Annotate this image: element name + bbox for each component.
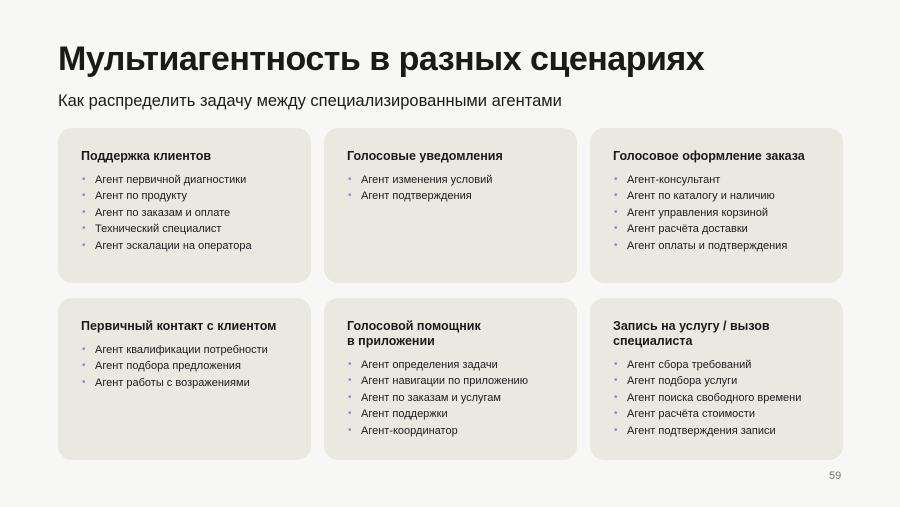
agent-list-item: • Агент расчёта доставки: [613, 221, 823, 237]
agent-list-item: • Агент квалификации потребности: [81, 342, 291, 358]
agent-list-item: • Технический специалист: [81, 221, 291, 237]
agent-list: [347, 172, 557, 205]
agent-list-item: • Агент работы с возражениями: [81, 375, 291, 391]
card-title: Голосовые уведомления: [347, 149, 503, 163]
agent-list-item: • Агент-координатор: [347, 423, 557, 439]
agent-list-item: • Агент подтверждения записи: [613, 423, 823, 439]
slide-subtitle: Как распределить задачу между специализированными агентами: [58, 92, 562, 110]
agent-list-item: • Агент расчёта стоимости: [613, 406, 823, 422]
agent-list: [81, 172, 291, 254]
card-title: Запись на услугу / вызов специалиста: [613, 319, 770, 348]
agent-list-item: • Агент навигации по приложению: [347, 373, 557, 389]
scenario-card: [590, 128, 843, 283]
agent-list-item: • Агент по каталогу и наличию: [613, 188, 823, 204]
agent-list: [81, 342, 291, 391]
agent-list: [347, 357, 557, 439]
agent-list-item: • Агент-консультант: [613, 172, 823, 188]
agent-list-item: • Агент оплаты и подтверждения: [613, 238, 823, 254]
agent-list: [613, 357, 823, 439]
card-title: Первичный контакт с клиентом: [81, 319, 277, 333]
card-title: Голосовой помощник в приложении: [347, 319, 481, 348]
agent-list-item: • Агент определения задачи: [347, 357, 557, 373]
agent-list-item: • Агент поиска свободного времени: [613, 390, 823, 406]
page-number: 59: [829, 470, 842, 482]
agent-list-item: • Агент эскалации на оператора: [81, 238, 291, 254]
agent-list-item: • Агент подбора предложения: [81, 358, 291, 374]
agent-list-item: • Агент первичной диагностики: [81, 172, 291, 188]
scenario-card: [58, 128, 311, 283]
agent-list-item: • Агент по заказам и оплате: [81, 205, 291, 221]
agent-list-item: • Агент подбора услуги: [613, 373, 823, 389]
scenario-card: [324, 298, 577, 460]
agent-list: [613, 172, 823, 254]
agent-list-item: • Агент по продукту: [81, 188, 291, 204]
agent-list-item: • Агент поддержки: [347, 406, 557, 422]
card-title: Голосовое оформление заказа: [613, 149, 805, 163]
scenario-card: [324, 128, 577, 283]
scenario-card: [58, 298, 311, 460]
agent-list-item: • Агент по заказам и услугам: [347, 390, 557, 406]
agent-list-item: • Агент управления корзиной: [613, 205, 823, 221]
slide-title: Мультиагентность в разных сценариях: [58, 40, 705, 78]
agent-list-item: • Агент сбора требований: [613, 357, 823, 373]
scenario-card: [590, 298, 843, 460]
scenario-grid: [58, 128, 843, 460]
agent-list-item: • Агент изменения условий: [347, 172, 557, 188]
card-title: Поддержка клиентов: [81, 149, 212, 163]
agent-list-item: • Агент подтверждения: [347, 188, 557, 204]
